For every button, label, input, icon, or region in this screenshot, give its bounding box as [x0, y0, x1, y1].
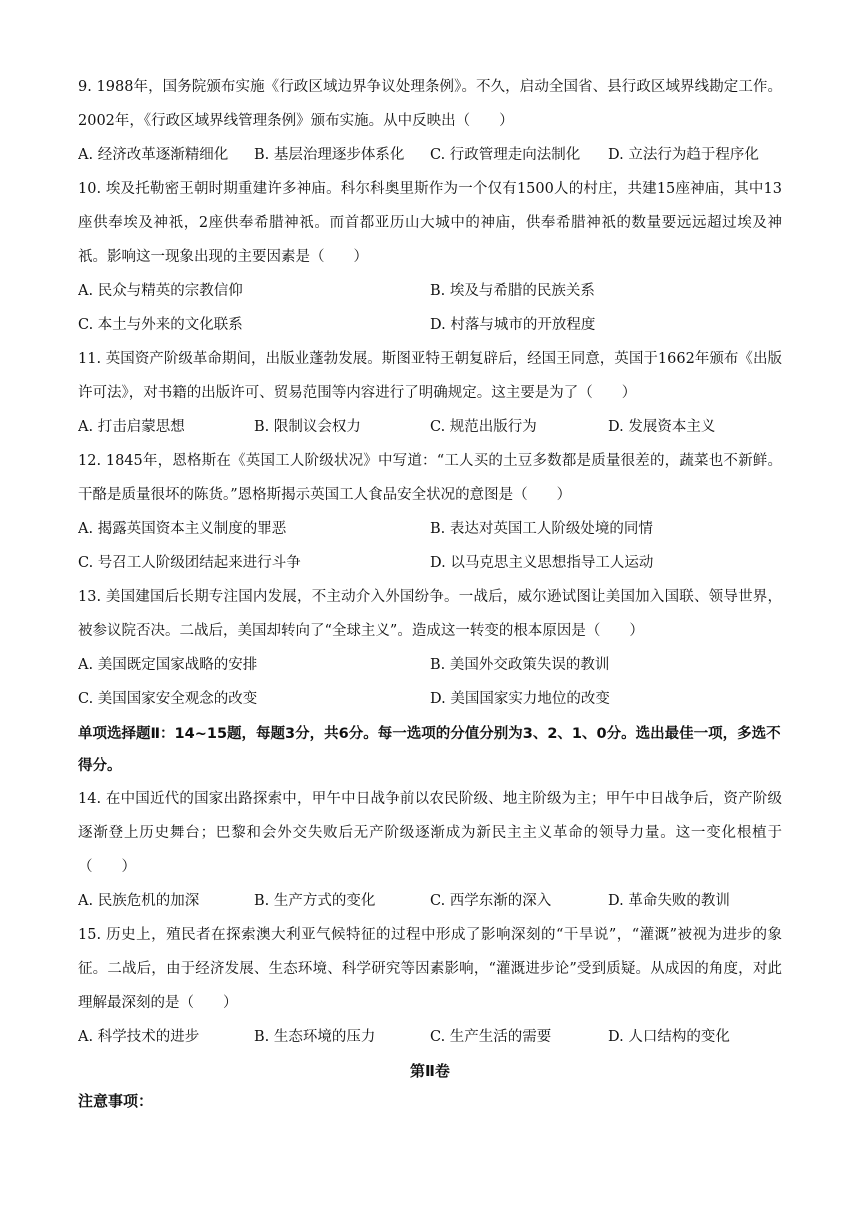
option-d: D. 村落与城市的开放程度	[430, 317, 596, 333]
options-row	[78, 512, 782, 546]
option-a: A. 民众与精英的宗教信仰	[78, 283, 243, 299]
option-c: C. 规范出版行为	[430, 419, 537, 435]
option-c: C. 号召工人阶级团结起来进行斗争	[78, 555, 301, 571]
option-b: B. 生态环境的压力	[254, 1029, 376, 1045]
option-a: A. 打击启蒙思想	[78, 419, 185, 435]
section-heading: 单项选择题Ⅱ：14~15题，每题3分，共6分。每一选项的分值分别为3、2、1、0分。选出最佳一项，多选不得分。	[78, 726, 781, 774]
question-12	[78, 444, 782, 580]
options-row	[78, 546, 782, 580]
option-c: C. 行政管理走向法制化	[430, 147, 581, 163]
options-row	[78, 682, 782, 716]
question-13	[78, 580, 782, 716]
question-9	[78, 70, 782, 172]
options-row	[78, 648, 782, 682]
options-row	[78, 308, 782, 342]
option-b: B. 限制议会权力	[254, 419, 361, 435]
option-d: D. 人口结构的变化	[608, 1029, 730, 1045]
question-stem: 13. 美国建国后长期专注国内发展，不主动介入外国纷争。一战后，威尔逊试图让美国加入国联、领导世界，被参议院否决。二战后，美国却转向了“全球主义”。造成这一转变的根本原因是（ ）	[78, 589, 782, 639]
notes-heading: 注意事项：	[78, 1092, 154, 1110]
option-a: A. 美国既定国家战略的安排	[78, 657, 258, 673]
question-stem: 9. 1988年，国务院颁布实施《行政区域边界争议处理条例》。不久，启动全国省、县行政区域界线勘定工作。2002年，《行政区域界线管理条例》颁布实施。从中反映出（ ）	[78, 79, 782, 129]
option-b: B. 埃及与希腊的民族关系	[430, 283, 595, 299]
option-a: A. 民族危机的加深	[78, 893, 200, 909]
options-row	[78, 274, 782, 308]
option-d: D. 立法行为趋于程序化	[608, 147, 759, 163]
part-title: 第Ⅱ卷	[410, 1062, 450, 1080]
option-a: A. 科学技术的进步	[78, 1029, 200, 1045]
option-c: C. 本土与外来的文化联系	[78, 317, 243, 333]
option-b: B. 美国外交政策失误的教训	[430, 657, 610, 673]
question-stem: 12. 1845年，恩格斯在《英国工人阶级状况》中写道：“工人买的土豆多数都是质量很差的，蔬菜也不新鲜。干酪是质量很坏的陈货。”恩格斯揭示英国工人食品安全状况的意图是（ ）	[78, 453, 782, 503]
option-c: C. 美国国家安全观念的改变	[78, 691, 258, 707]
option-d: D. 革命失败的教训	[608, 893, 730, 909]
options-row	[78, 410, 782, 444]
question-15	[78, 918, 782, 1054]
option-d: D. 美国国家实力地位的改变	[430, 691, 610, 707]
question-14	[78, 782, 782, 918]
option-d: D. 发展资本主义	[608, 419, 716, 435]
option-a: A. 经济改革逐渐精细化	[78, 147, 229, 163]
question-stem: 10. 埃及托勒密王朝时期重建许多神庙。科尔科奥里斯作为一个仅有1500人的村庄，共建15座神庙，其中13座供奉埃及神祇，2座供奉希腊神祇。而首都亚历山大城中的神庙，供奉希腊神祇的数量要远远超过埃及神祇。影响这一现象出现的主要因素是（ ）	[78, 181, 782, 265]
option-b: B. 表达对英国工人阶级处境的同情	[430, 521, 653, 537]
question-stem: 11. 英国资产阶级革命期间，出版业蓬勃发展。斯图亚特王朝复辟后，经国王同意，英国于1662年颁布《出版许可法》，对书籍的出版许可、贸易范围等内容进行了明确规定。这主要是为了（ ）	[78, 351, 782, 401]
options-row	[78, 884, 782, 918]
option-a: A. 揭露英国资本主义制度的罪恶	[78, 521, 287, 537]
options-row	[78, 1020, 782, 1054]
option-c: C. 生产生活的需要	[430, 1029, 552, 1045]
question-10	[78, 172, 782, 342]
option-b: B. 生产方式的变化	[254, 893, 376, 909]
option-c: C. 西学东渐的深入	[430, 893, 552, 909]
question-stem: 15. 历史上，殖民者在探索澳大利亚气候特征的过程中形成了影响深刻的“干旱说”，“灌溉”被视为进步的象征。二战后，由于经济发展、生态环境、科学研究等因素影响，“灌溉进步论”受到质疑。从成因的角度，对此理解最深刻的是（ ）	[78, 927, 782, 1011]
options-row	[78, 138, 782, 172]
question-stem: 14. 在中国近代的国家出路探索中，甲午中日战争前以农民阶级、地主阶级为主；甲午中日战争后，资产阶级逐渐登上历史舞台；巴黎和会外交失败后无产阶级逐渐成为新民主主义革命的领导力量。这一变化根植于（ ）	[78, 791, 782, 875]
option-b: B. 基层治理逐步体系化	[254, 147, 405, 163]
option-d: D. 以马克思主义思想指导工人运动	[430, 555, 654, 571]
question-11	[78, 342, 782, 444]
